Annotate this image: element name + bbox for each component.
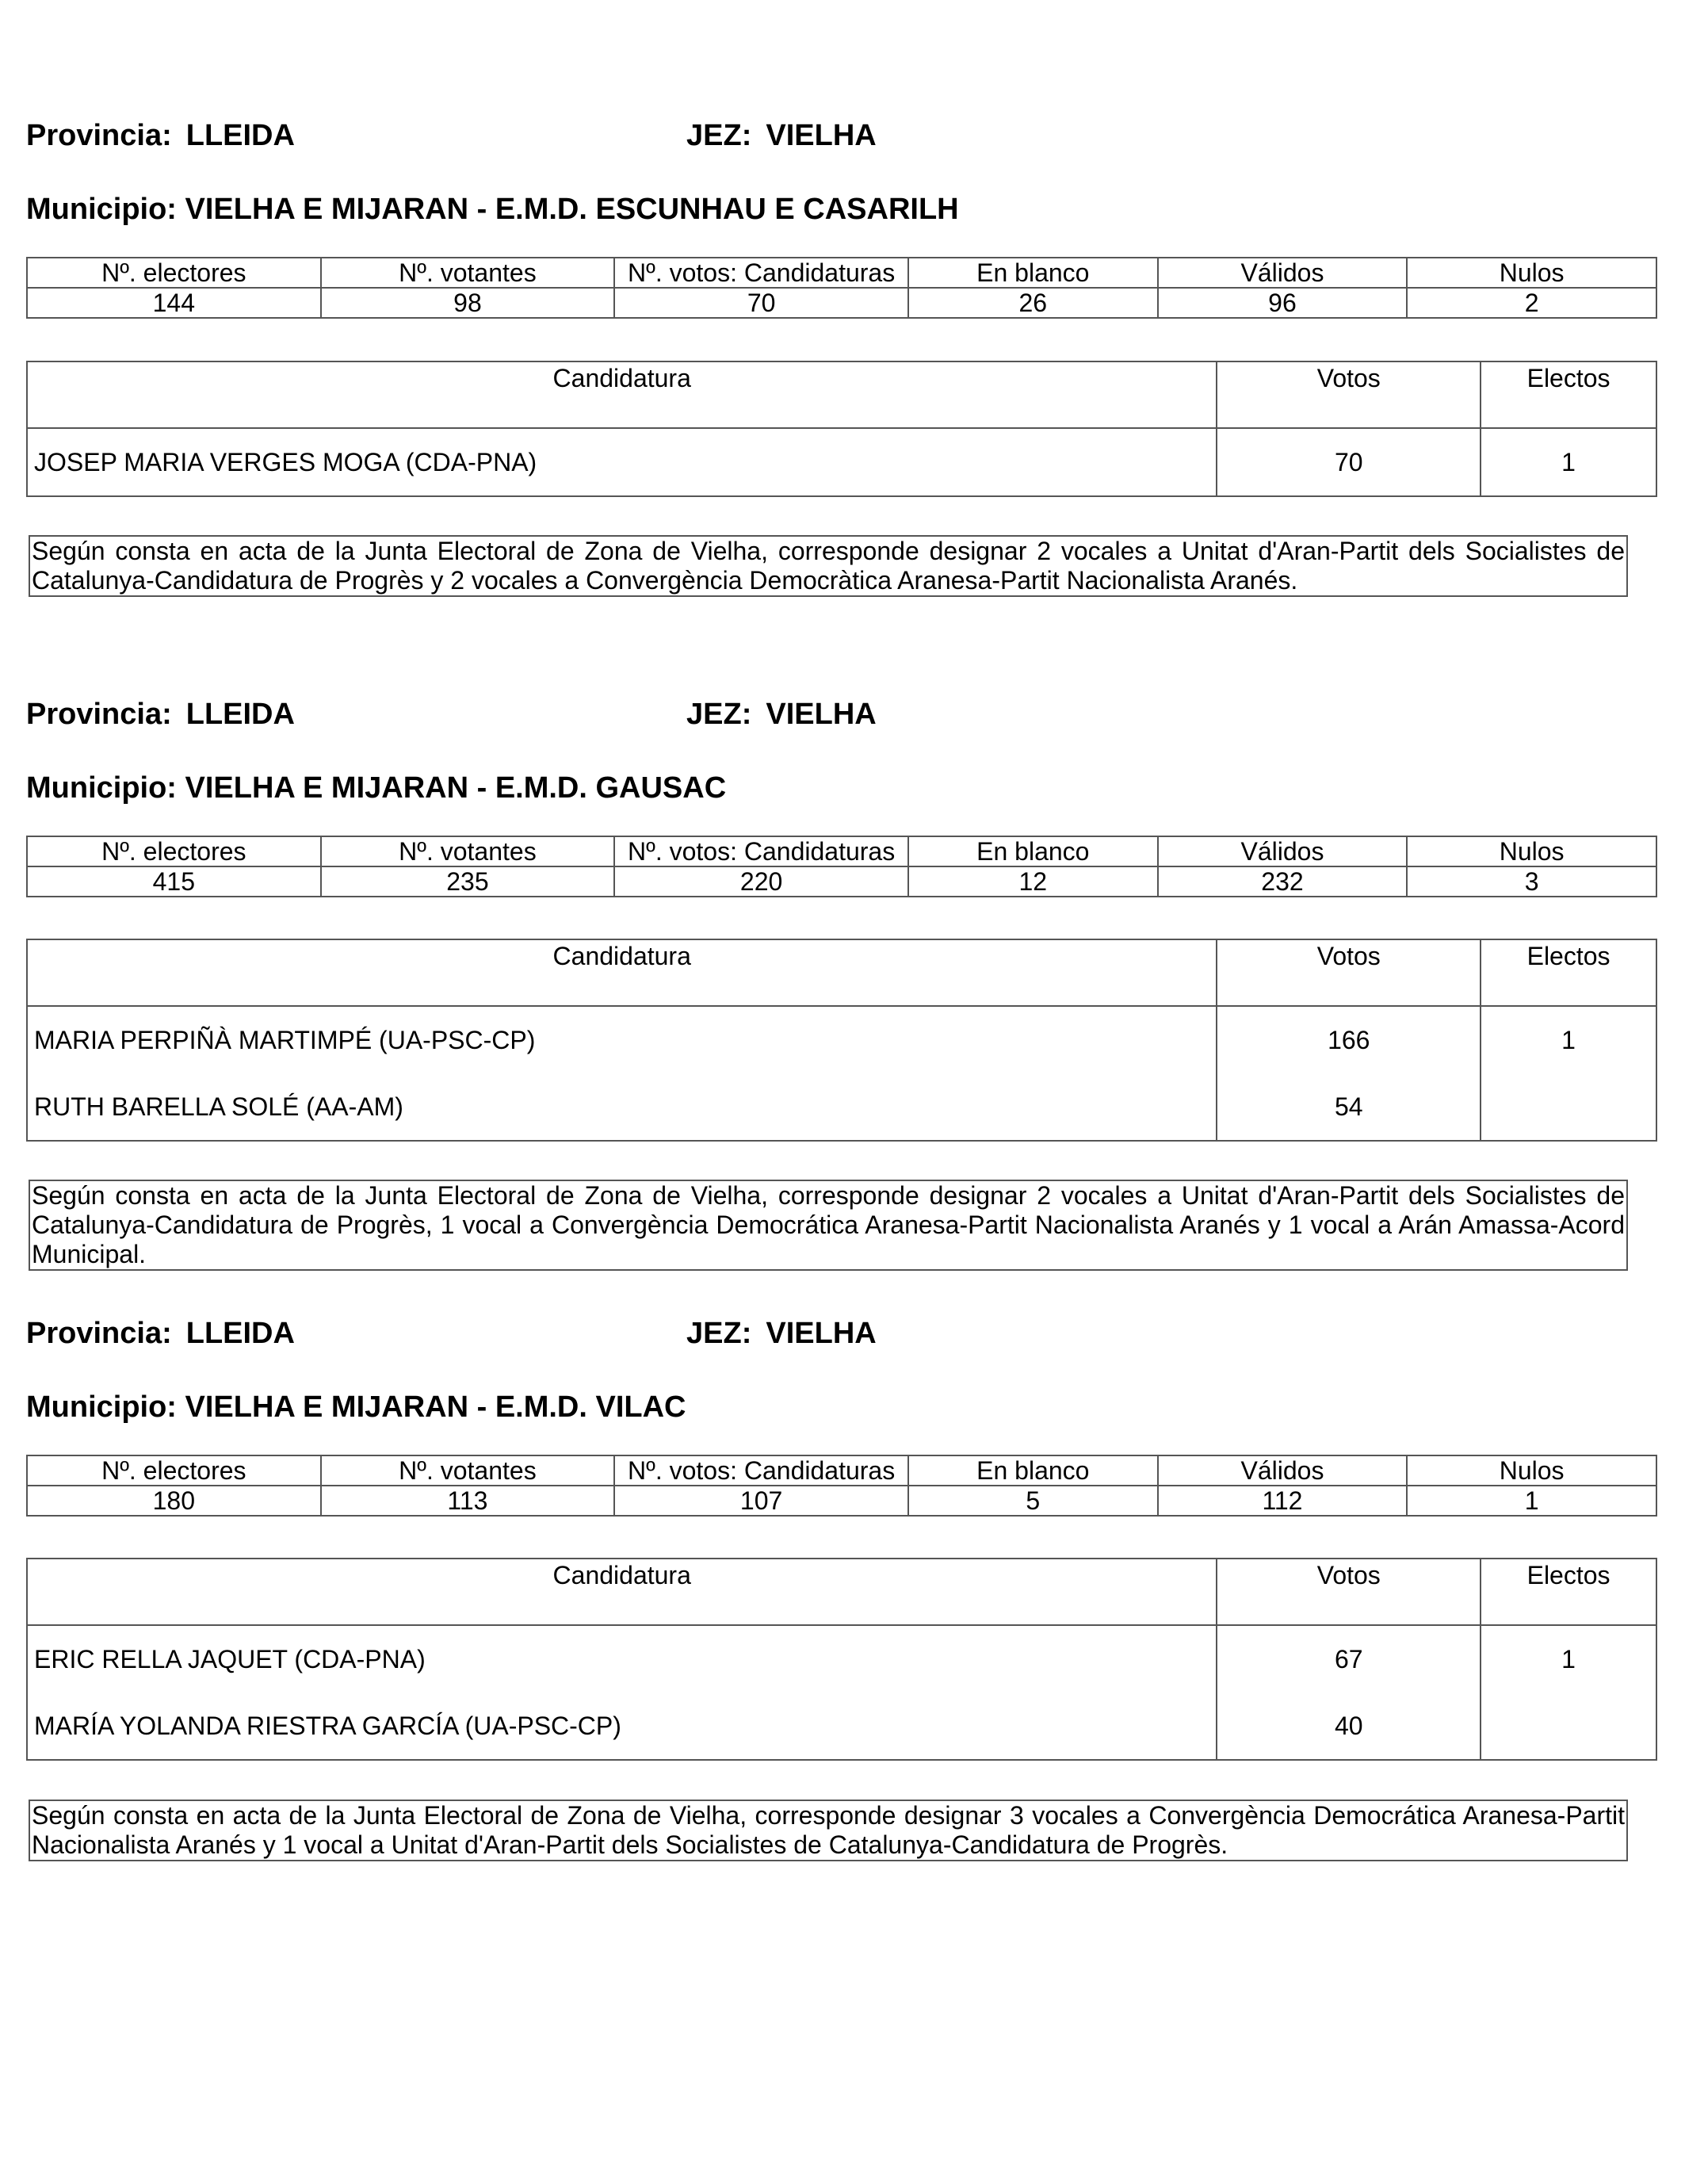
stats-header-row <box>27 1455 1656 1486</box>
candidatura-header: Candidatura <box>27 361 1217 428</box>
candidate-row <box>27 1625 1656 1693</box>
stat-value: 70 <box>614 288 908 318</box>
stat-header: Nulos <box>1407 258 1656 288</box>
stat-value: 180 <box>27 1486 321 1516</box>
stat-value: 3 <box>1407 866 1656 897</box>
candidate-electos: 1 <box>1481 428 1656 496</box>
stat-value: 1 <box>1407 1486 1656 1516</box>
jez-value: VIELHA <box>766 698 877 731</box>
candidatura-header: Candidatura <box>27 1559 1217 1625</box>
stat-value: 5 <box>908 1486 1158 1516</box>
stat-value: 220 <box>614 866 908 897</box>
candidate-name: RUTH BARELLA SOLÉ (AA-AM) <box>27 1073 1217 1141</box>
stat-value: 232 <box>1158 866 1408 897</box>
candidate-electos: 1 <box>1481 1625 1656 1693</box>
candidate-name: ERIC RELLA JAQUET (CDA-PNA) <box>27 1625 1217 1693</box>
stat-value: 144 <box>27 288 321 318</box>
stats-value-row <box>27 1486 1656 1516</box>
candidates-table <box>26 1558 1657 1761</box>
candidates-table <box>26 361 1657 497</box>
candidate-votos: 40 <box>1217 1693 1481 1760</box>
stats-value-row <box>27 866 1656 897</box>
candidates-header-row <box>27 1559 1656 1625</box>
stat-header: Nº. votos: Candidaturas <box>614 258 908 288</box>
acta-note: Según consta en acta de la Junta Electoral de Zona de Vielha, corresponde designar 2 vocales a Unitat d'Aran-Partit dels Socialistes de Catalunya-Candidatura de Progrès, 1 vocal a Convergència Democrática Aranesa-Partit Nacionalista Aranés y 1 vocal a Arán Amassa-Acord Municipal. <box>29 1180 1628 1271</box>
stat-header: Válidos <box>1158 258 1408 288</box>
stat-header: Nº. votantes <box>321 258 615 288</box>
stat-header: En blanco <box>908 258 1158 288</box>
stat-header: Válidos <box>1158 836 1408 866</box>
stat-value: 96 <box>1158 288 1408 318</box>
stat-header: Válidos <box>1158 1455 1408 1486</box>
jez-label: JEZ: VIELHA <box>686 119 877 152</box>
candidate-name: JOSEP MARIA VERGES MOGA (CDA-PNA) <box>27 428 1217 496</box>
candidate-electos <box>1481 1693 1656 1760</box>
stat-header: Nº. votantes <box>321 836 615 866</box>
candidate-row <box>27 1073 1656 1141</box>
stat-header: Nº. votos: Candidaturas <box>614 1455 908 1486</box>
stat-header: Nº. electores <box>27 836 321 866</box>
stat-header: Nulos <box>1407 1455 1656 1486</box>
provincia-label: Provincia: LLEIDA <box>26 119 295 152</box>
stat-value: 12 <box>908 866 1158 897</box>
candidate-votos: 54 <box>1217 1073 1481 1141</box>
municipio-value: VIELHA E MIJARAN - E.M.D. ESCUNHAU E CASARILH <box>185 193 959 226</box>
stats-table <box>26 257 1657 319</box>
candidate-row <box>27 1006 1656 1073</box>
candidate-row <box>27 428 1656 496</box>
municipio-value: VIELHA E MIJARAN - E.M.D. VILAC <box>185 1390 686 1424</box>
stat-value: 235 <box>321 866 615 897</box>
stat-header: Nº. electores <box>27 1455 321 1486</box>
electos-header: Electos <box>1481 361 1656 428</box>
provincia-label: Provincia: LLEIDA <box>26 1317 295 1350</box>
acta-note: Según consta en acta de la Junta Electoral de Zona de Vielha, corresponde designar 3 vocales a Convergència Democrática Aranesa-Partit Nacionalista Aranés y 1 vocal a Unitat d'Aran-Partit dels Socialistes de Catalunya-Candidatura de Progrès. <box>29 1800 1628 1861</box>
candidate-name: MARÍA YOLANDA RIESTRA GARCÍA (UA-PSC-CP) <box>27 1693 1217 1760</box>
stat-header: En blanco <box>908 836 1158 866</box>
candidate-electos: 1 <box>1481 1006 1656 1073</box>
stat-value: 415 <box>27 866 321 897</box>
candidate-votos: 67 <box>1217 1625 1481 1693</box>
municipio-value: VIELHA E MIJARAN - E.M.D. GAUSAC <box>185 771 727 805</box>
municipio-heading: Municipio: VIELHA E MIJARAN - E.M.D. ESCUNHAU E CASARILH <box>26 193 959 226</box>
stat-header: Nº. electores <box>27 258 321 288</box>
stat-value: 113 <box>321 1486 615 1516</box>
stat-value: 98 <box>321 288 615 318</box>
candidates-table <box>26 939 1657 1142</box>
jez-label: JEZ: VIELHA <box>686 698 877 731</box>
candidate-electos <box>1481 1073 1656 1141</box>
candidates-header-row <box>27 361 1656 428</box>
candidate-votos: 70 <box>1217 428 1481 496</box>
candidatura-header: Candidatura <box>27 939 1217 1006</box>
stat-value: 107 <box>614 1486 908 1516</box>
electos-header: Electos <box>1481 1559 1656 1625</box>
provincia-label: Provincia: LLEIDA <box>26 698 295 731</box>
acta-note: Según consta en acta de la Junta Electoral de Zona de Vielha, corresponde designar 2 vocales a Unitat d'Aran-Partit dels Socialistes de Catalunya-Candidatura de Progrès y 2 vocales a Convergència Democràtica Aranesa-Partit Nacionalista Aranés. <box>29 535 1628 597</box>
stat-value: 2 <box>1407 288 1656 318</box>
stats-value-row <box>27 288 1656 318</box>
candidates-header-row <box>27 939 1656 1006</box>
jez-label: JEZ: VIELHA <box>686 1317 877 1350</box>
municipio-heading: Municipio: VIELHA E MIJARAN - E.M.D. VILAC <box>26 1390 686 1424</box>
stat-header: En blanco <box>908 1455 1158 1486</box>
stat-header: Nº. votos: Candidaturas <box>614 836 908 866</box>
electos-header: Electos <box>1481 939 1656 1006</box>
stat-header: Nº. votantes <box>321 1455 615 1486</box>
stats-table <box>26 1455 1657 1517</box>
stat-value: 112 <box>1158 1486 1408 1516</box>
candidate-votos: 166 <box>1217 1006 1481 1073</box>
stat-value: 26 <box>908 288 1158 318</box>
candidate-name: MARIA PERPIÑÀ MARTIMPÉ (UA-PSC-CP) <box>27 1006 1217 1073</box>
stat-header: Nulos <box>1407 836 1656 866</box>
stats-table <box>26 836 1657 897</box>
stats-header-row <box>27 258 1656 288</box>
municipio-heading: Municipio: VIELHA E MIJARAN - E.M.D. GAUSAC <box>26 771 727 805</box>
jez-value: VIELHA <box>766 1317 877 1350</box>
provincia-value: LLEIDA <box>185 119 295 152</box>
stats-header-row <box>27 836 1656 866</box>
votos-header: Votos <box>1217 361 1481 428</box>
provincia-value: LLEIDA <box>185 1317 295 1350</box>
provincia-value: LLEIDA <box>185 698 295 731</box>
candidate-row <box>27 1693 1656 1760</box>
votos-header: Votos <box>1217 939 1481 1006</box>
votos-header: Votos <box>1217 1559 1481 1625</box>
jez-value: VIELHA <box>766 119 877 152</box>
